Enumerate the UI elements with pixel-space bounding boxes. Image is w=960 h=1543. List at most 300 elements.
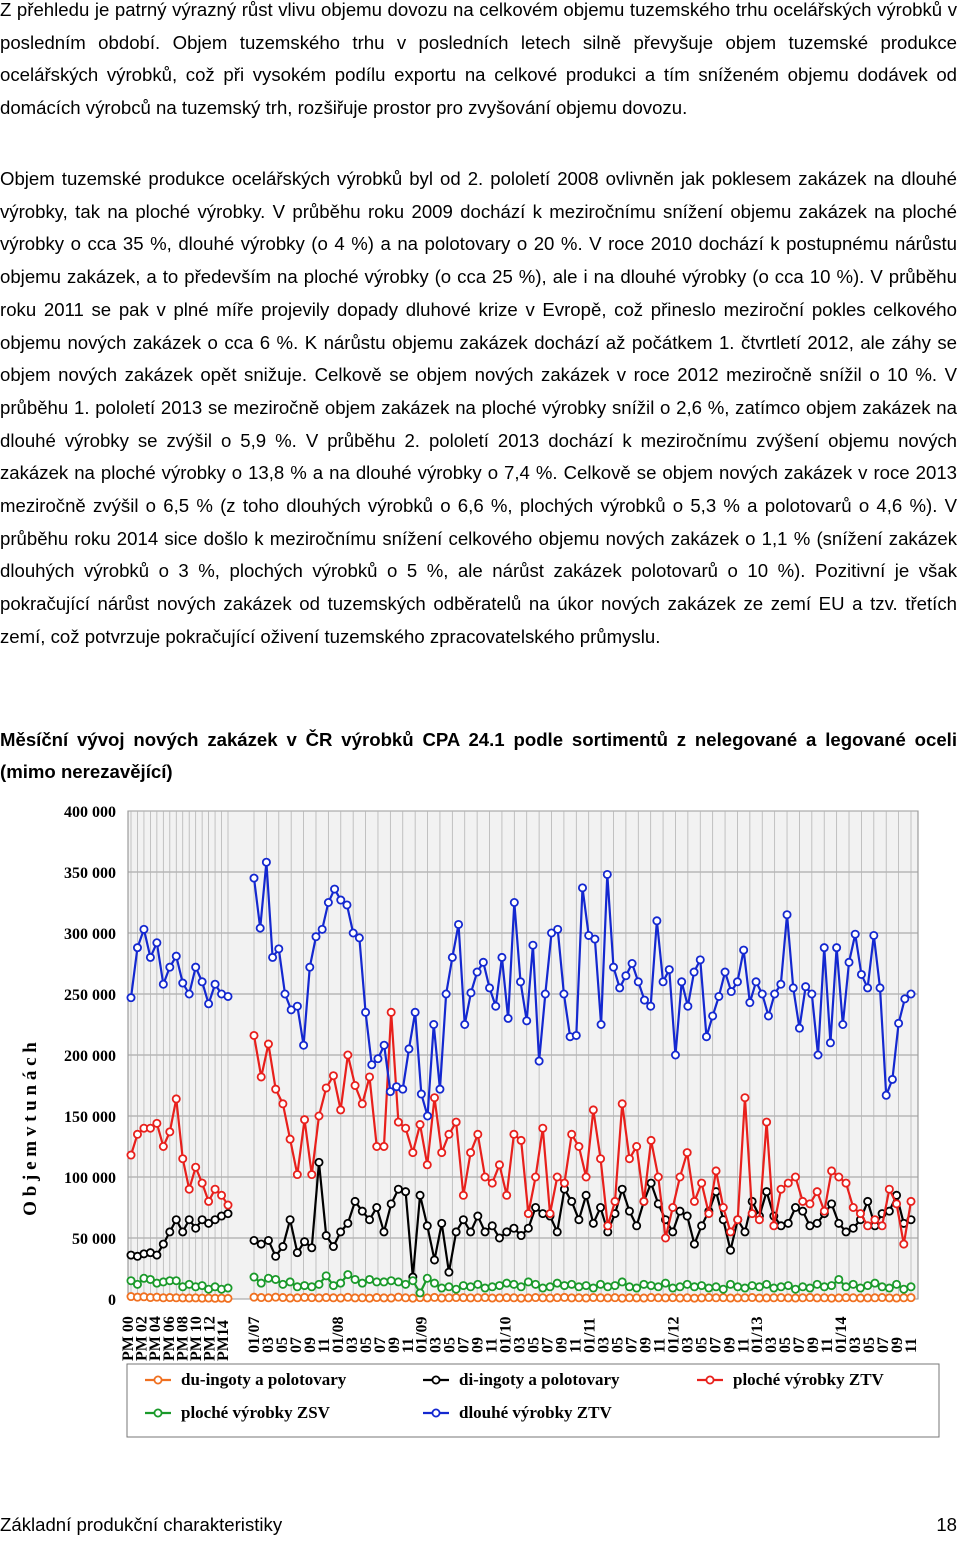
data-point: [359, 1208, 366, 1215]
data-point: [678, 978, 685, 985]
data-point: [590, 1294, 597, 1301]
data-point: [647, 1180, 654, 1187]
data-point: [703, 1033, 710, 1040]
data-point: [712, 1167, 719, 1174]
x-tick-label: 03: [847, 1337, 865, 1353]
x-tick-label: 07: [371, 1337, 389, 1353]
data-point: [871, 1294, 878, 1301]
data-point: [720, 1204, 727, 1211]
x-tick-label: 07: [623, 1337, 641, 1353]
x-tick-label: 11: [819, 1337, 837, 1353]
data-point: [590, 1284, 597, 1291]
data-point: [835, 1294, 842, 1301]
data-point: [331, 885, 338, 892]
data-point: [879, 1294, 886, 1301]
data-point: [532, 1204, 539, 1211]
data-point: [308, 1294, 315, 1301]
data-point: [127, 1151, 134, 1158]
data-point: [134, 944, 141, 951]
data-point: [662, 1234, 669, 1241]
data-point: [263, 859, 270, 866]
x-tick-label: 05: [777, 1337, 795, 1353]
x-tick-label: 11: [903, 1337, 920, 1353]
data-point: [343, 901, 350, 908]
data-point: [799, 1294, 806, 1301]
x-tick-label: 09: [889, 1337, 907, 1353]
data-point: [864, 1282, 871, 1289]
data-point: [691, 1241, 698, 1248]
data-point: [690, 968, 697, 975]
data-point: [662, 1294, 669, 1301]
data-point: [445, 1269, 452, 1276]
data-point: [153, 1120, 160, 1127]
data-point: [134, 1131, 141, 1138]
data-point: [676, 1173, 683, 1180]
data-point: [770, 1222, 777, 1229]
data-point: [828, 1200, 835, 1207]
data-point: [886, 1208, 893, 1215]
data-point: [224, 1284, 231, 1291]
data-point: [366, 1216, 373, 1223]
orders-line-chart: [0, 790, 960, 1450]
data-point: [900, 1241, 907, 1248]
data-point: [619, 1100, 626, 1107]
data-point: [539, 1284, 546, 1291]
data-point: [626, 1155, 633, 1162]
data-point: [808, 990, 815, 997]
data-point: [460, 1216, 467, 1223]
data-point: [344, 1051, 351, 1058]
data-point: [655, 1283, 662, 1290]
data-point: [518, 1283, 525, 1290]
data-point: [597, 1155, 604, 1162]
data-point: [676, 1208, 683, 1215]
footer-title: Základní produkční charakteristiky: [0, 1514, 283, 1535]
data-point: [380, 1278, 387, 1285]
data-point: [698, 1294, 705, 1301]
data-point: [619, 1278, 626, 1285]
data-point: [301, 1294, 308, 1301]
y-tick-label: 150 000: [64, 1109, 116, 1126]
data-point: [734, 1294, 741, 1301]
data-point: [279, 1294, 286, 1301]
data-point: [481, 1294, 488, 1301]
data-point: [453, 1286, 460, 1293]
data-point: [279, 1281, 286, 1288]
data-point: [864, 1294, 871, 1301]
data-point: [160, 1241, 167, 1248]
data-point: [647, 1294, 654, 1301]
x-tick-label: 01/12: [665, 1316, 683, 1353]
data-point: [597, 1021, 604, 1028]
data-point: [449, 954, 456, 961]
data-point: [481, 1284, 488, 1291]
x-tick-label: 05: [609, 1337, 627, 1353]
data-point: [770, 1294, 777, 1301]
data-point: [728, 988, 735, 995]
data-point: [294, 1283, 301, 1290]
data-point: [907, 1283, 914, 1290]
data-point: [821, 944, 828, 951]
y-tick-label: 100 000: [64, 1170, 116, 1187]
data-point: [467, 1149, 474, 1156]
data-point: [258, 1073, 265, 1080]
data-point: [770, 1284, 777, 1291]
data-point: [366, 1295, 373, 1302]
data-point: [568, 1198, 575, 1205]
data-point: [597, 1204, 604, 1211]
data-point: [720, 1294, 727, 1301]
data-point: [436, 1086, 443, 1093]
data-point: [785, 1282, 792, 1289]
data-point: [583, 1173, 590, 1180]
data-point: [294, 1249, 301, 1256]
x-tick-label: PM 02: [133, 1316, 151, 1361]
data-point: [611, 1294, 618, 1301]
data-point: [265, 1040, 272, 1047]
data-point: [424, 1222, 431, 1229]
x-tick-label: 07: [455, 1337, 473, 1353]
data-point: [388, 1294, 395, 1301]
data-point: [734, 1283, 741, 1290]
data-point: [597, 1281, 604, 1288]
data-point: [583, 1282, 590, 1289]
data-point: [486, 984, 493, 991]
data-point: [641, 997, 648, 1004]
data-point: [301, 1238, 308, 1245]
data-point: [399, 1086, 406, 1093]
data-point: [554, 1294, 561, 1301]
data-point: [474, 1131, 481, 1138]
data-point: [763, 1294, 770, 1301]
x-tick-label: 03: [511, 1337, 529, 1353]
data-point: [568, 1281, 575, 1288]
data-point: [359, 1280, 366, 1287]
data-point: [777, 1222, 784, 1229]
data-point: [633, 1294, 640, 1301]
data-point: [827, 1039, 834, 1046]
data-point: [438, 1284, 445, 1291]
data-point: [814, 1051, 821, 1058]
data-point: [833, 944, 840, 951]
data-point: [300, 1042, 307, 1049]
data-point: [416, 1192, 423, 1199]
data-point: [510, 1131, 517, 1138]
data-point: [467, 1228, 474, 1235]
data-point: [626, 1294, 633, 1301]
data-point: [140, 926, 147, 933]
data-point: [573, 1032, 580, 1039]
data-point: [879, 1222, 886, 1229]
data-point: [315, 1294, 322, 1301]
data-point: [351, 1276, 358, 1283]
data-point: [373, 1278, 380, 1285]
data-point: [746, 999, 753, 1006]
x-tick-label: 07: [791, 1337, 809, 1353]
y-tick-label: 200 000: [64, 1048, 116, 1065]
data-point: [806, 1200, 813, 1207]
data-point: [900, 1286, 907, 1293]
data-point: [842, 1180, 849, 1187]
data-point: [281, 990, 288, 997]
data-point: [611, 1282, 618, 1289]
data-point: [416, 1121, 423, 1128]
data-point: [381, 1042, 388, 1049]
data-point: [590, 1220, 597, 1227]
data-point: [489, 1222, 496, 1229]
data-point: [405, 1045, 412, 1052]
data-point: [653, 917, 660, 924]
data-point: [864, 1198, 871, 1205]
y-tick-label: 400 000: [64, 804, 116, 821]
data-point: [496, 1234, 503, 1241]
x-tick-label: 09: [301, 1337, 319, 1353]
x-tick-label: 09: [385, 1337, 403, 1353]
data-point: [883, 1092, 890, 1099]
data-point: [366, 1073, 373, 1080]
x-tick-label: 11: [483, 1337, 501, 1353]
data-point: [752, 978, 759, 985]
data-point: [480, 959, 487, 966]
data-point: [445, 1283, 452, 1290]
x-tick-label: 07: [707, 1337, 725, 1353]
data-point: [503, 1294, 510, 1301]
data-point: [315, 1281, 322, 1288]
data-point: [330, 1072, 337, 1079]
data-point: [785, 1180, 792, 1187]
data-point: [604, 1222, 611, 1229]
data-point: [518, 1295, 525, 1302]
data-point: [857, 1294, 864, 1301]
data-point: [539, 1210, 546, 1217]
data-point: [224, 1295, 231, 1302]
data-point: [792, 1294, 799, 1301]
data-point: [828, 1167, 835, 1174]
data-point: [622, 972, 629, 979]
data-point: [424, 1161, 431, 1168]
data-point: [893, 1281, 900, 1288]
data-point: [821, 1294, 828, 1301]
data-point: [337, 1228, 344, 1235]
x-tick-label: 05: [441, 1337, 459, 1353]
data-point: [647, 1137, 654, 1144]
data-point: [814, 1281, 821, 1288]
data-point: [250, 1237, 257, 1244]
x-tick-label: 05: [357, 1337, 375, 1353]
x-tick-label: 09: [553, 1337, 571, 1353]
orders-paragraph: Objem tuzemské produkce ocelářských výrobků byl od 2. pololetí 2008 ovlivněn jak poklesem zakázek na dlouhé výrobky, tak na ploché výrobky. V průběhu roku 2009 dochází k meziročnímu snížení objemu zakázek na ploché výrobky o cca 35 %, dlouhé výrobky (o 4 %) a na polotovary o 20 %. V roce 2010 dochází k postupnému nárůstu objemu zakázek, a to především na ploché výrobky (o cca 25 %), ale i na dlouhé výrobky (o cca 10 %). V průběhu roku 2011 se pak v plné míře projevily dopady dluhové krize v Evropě, což přineslo meziroční pokles celkového objemu nových zakázek o cca 6 %. K nárůstu objemu zakázek dochází až počátkem 1. čtvrtletí 2012, ale záhy se objem nových zakázek opět snižuje. Celkově se objem nových zakázek v roce 2012 meziročně snížil o 10 %. V průběhu 1. pololetí 2013 se meziročně objem zakázek na ploché výrobky snížil o 2,6 %, zatímco objem zakázek na dlouhé výrobky se zvýšil o 5,9 %. V průběhu 2. pololetí 2013 dochází k meziročnímu zvýšení objemu nových zakázek na ploché výrobky o 13,8 % a na dlouhé výrobky o 7,4 %. Celkově se objem nových zakázek v roce 2013 meziročně zvýšil o 6,5 % (z toho dlouhých výrobků o 6,6 %, plochých výrobků o 5,3 % a polotovarů o 4,6 %). V průběhu roku 2014 sice došlo k meziročnímu snížení celkového objemu nových zakázek o 1,1 % (snížení zakázek dlouhých výrobků o 3 %, plochých výrobků o 5 %, ale nárůst zakázek polotovarů o 10 %). Pozitivní je však pokračující nárůst nových zakázek od tuzemských odběratelů na úkor nových zakázek ze zemí EU a tzv. třetích zemí, což potvrzuje pokračující oživení tuzemského zpracovatelského průmyslu.: [0, 168, 957, 647]
data-point: [481, 1173, 488, 1180]
x-tick-label: 09: [721, 1337, 739, 1353]
data-point: [186, 990, 193, 997]
data-point: [777, 1294, 784, 1301]
data-point: [308, 1171, 315, 1178]
data-point: [503, 1228, 510, 1235]
data-point: [741, 1294, 748, 1301]
data-point: [785, 1294, 792, 1301]
data-point: [568, 1131, 575, 1138]
data-point: [720, 1286, 727, 1293]
data-point: [265, 1275, 272, 1282]
data-point: [467, 989, 474, 996]
data-point: [870, 932, 877, 939]
data-point: [662, 1280, 669, 1287]
data-point: [852, 931, 859, 938]
data-point: [503, 1280, 510, 1287]
data-point: [886, 1294, 893, 1301]
data-point: [821, 1283, 828, 1290]
data-point: [395, 1278, 402, 1285]
x-tick-label: 01/08: [329, 1316, 347, 1353]
legend-label: di-ingoty a polotovary: [459, 1370, 620, 1389]
data-point: [828, 1282, 835, 1289]
data-point: [799, 1208, 806, 1215]
legend-label: ploché výrobky ZTV: [733, 1370, 884, 1389]
x-tick-label: 01/09: [413, 1316, 431, 1353]
data-point: [591, 936, 598, 943]
legend-marker: [432, 1376, 439, 1383]
data-point: [583, 1294, 590, 1301]
data-point: [763, 1281, 770, 1288]
data-point: [250, 1294, 257, 1301]
data-point: [604, 1294, 611, 1301]
data-point: [676, 1283, 683, 1290]
legend-marker: [154, 1409, 161, 1416]
data-point: [886, 1284, 893, 1291]
data-point: [698, 1180, 705, 1187]
data-point: [525, 1294, 532, 1301]
data-point: [655, 1173, 662, 1180]
data-point: [647, 1282, 654, 1289]
data-point: [771, 990, 778, 997]
data-point: [518, 1137, 525, 1144]
data-point: [166, 1128, 173, 1135]
data-point: [907, 1294, 914, 1301]
data-point: [380, 1294, 387, 1301]
data-point: [402, 1281, 409, 1288]
data-point: [431, 1280, 438, 1287]
data-point: [402, 1188, 409, 1195]
data-point: [153, 1251, 160, 1258]
data-point: [628, 960, 635, 967]
data-point: [160, 981, 167, 988]
data-point: [785, 1220, 792, 1227]
data-point: [359, 1294, 366, 1301]
data-point: [799, 1198, 806, 1205]
data-point: [173, 1277, 180, 1284]
data-point: [525, 1278, 532, 1285]
data-point: [286, 1294, 293, 1301]
data-point: [536, 1058, 543, 1065]
data-point: [893, 1200, 900, 1207]
data-point: [529, 942, 536, 949]
data-point: [647, 1003, 654, 1010]
data-point: [424, 1294, 431, 1301]
data-point: [179, 1155, 186, 1162]
data-point: [192, 1164, 199, 1171]
data-point: [315, 1159, 322, 1166]
data-point: [438, 1220, 445, 1227]
data-point: [272, 1276, 279, 1283]
data-point: [323, 1084, 330, 1091]
data-point: [611, 1198, 618, 1205]
data-point: [330, 1243, 337, 1250]
data-point: [453, 1228, 460, 1235]
data-point: [871, 1280, 878, 1287]
data-point: [416, 1289, 423, 1296]
data-point: [539, 1125, 546, 1132]
data-point: [871, 1216, 878, 1223]
data-point: [489, 1283, 496, 1290]
y-axis-label: O b j e m v t u n á c h: [20, 1042, 41, 1216]
data-point: [467, 1294, 474, 1301]
data-point: [635, 978, 642, 985]
data-point: [684, 1003, 691, 1010]
data-point: [697, 956, 704, 963]
data-point: [579, 884, 586, 891]
data-point: [362, 1009, 369, 1016]
x-tick-label: 11: [651, 1337, 669, 1353]
x-tick-label: 07: [287, 1337, 305, 1353]
data-point: [712, 1283, 719, 1290]
y-tick-label: 300 000: [64, 926, 116, 943]
data-point: [323, 1294, 330, 1301]
data-point: [269, 954, 276, 961]
data-point: [806, 1284, 813, 1291]
data-point: [669, 1228, 676, 1235]
data-point: [337, 1106, 344, 1113]
x-tick-label: 05: [693, 1337, 711, 1353]
data-point: [850, 1294, 857, 1301]
data-point: [301, 1116, 308, 1123]
data-point: [330, 1294, 337, 1301]
data-point: [691, 1198, 698, 1205]
data-point: [525, 1210, 532, 1217]
data-point: [842, 1228, 849, 1235]
data-point: [153, 939, 160, 946]
x-tick-label: PM 10: [188, 1316, 205, 1361]
data-point: [666, 966, 673, 973]
data-point: [250, 1273, 257, 1280]
data-point: [517, 978, 524, 985]
data-point: [568, 1294, 575, 1301]
data-point: [166, 964, 173, 971]
data-point: [532, 1173, 539, 1180]
data-point: [759, 990, 766, 997]
data-point: [258, 1280, 265, 1287]
data-point: [279, 1243, 286, 1250]
data-point: [554, 1280, 561, 1287]
data-point: [850, 1225, 857, 1232]
data-point: [359, 1100, 366, 1107]
data-point: [518, 1232, 525, 1239]
data-point: [224, 1210, 231, 1217]
chart-heading: Měsíční vývoj nových zakázek v ČR výrobků CPA 24.1 podle sortimentů z nelegované a legované oceli (mimo nerezavějící): [0, 729, 957, 782]
data-point: [373, 1294, 380, 1301]
data-point: [351, 1082, 358, 1089]
data-point: [496, 1294, 503, 1301]
data-point: [616, 984, 623, 991]
y-tick-label: 250 000: [64, 987, 116, 1004]
data-point: [431, 1256, 438, 1263]
data-point: [445, 1294, 452, 1301]
data-point: [734, 978, 741, 985]
data-point: [684, 1281, 691, 1288]
data-point: [199, 978, 206, 985]
data-point: [272, 1086, 279, 1093]
data-point: [554, 1173, 561, 1180]
data-point: [134, 1281, 141, 1288]
